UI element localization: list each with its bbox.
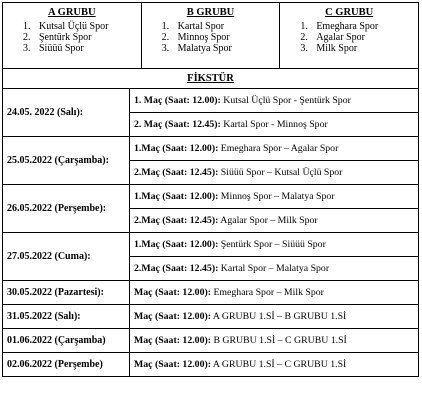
fixture-date: 25.05.2022 (Çarşamba):: [3, 137, 130, 185]
fixture-date: 31.05.2022 (Salı):: [3, 305, 130, 329]
group-team: 2. Minnoş Spor: [161, 32, 230, 43]
group-team: 1. Kartal Spor: [161, 21, 225, 32]
group-team: 1. Kutsal Üçlü Spor: [23, 21, 109, 32]
group-team: 3. Milk Spor: [300, 43, 358, 54]
group-team: 2. Şentürk Spor: [23, 32, 92, 43]
group-team: 1. Emeghara Spor: [300, 21, 379, 32]
groups-table: [2, 2, 419, 69]
document-sheet: [2, 2, 419, 377]
fixture-match: 2.Maç (Saat: 12.45): Kartal Spor – Malatya Spor: [130, 257, 419, 281]
fixture-date: 27.05.2022 (Cuma):: [3, 233, 130, 281]
fixture-match: 2.Maç (Saat: 12.45): Siüüü Spor – Kutsal Üçlü Spor: [130, 161, 419, 185]
group-b-cell: [141, 3, 280, 69]
group-team: 3. Siüüü Spor: [23, 43, 84, 54]
fixture-match: Maç (Saat: 12.00): Emeghara Spor – Milk Spor: [130, 281, 419, 305]
fixture-match: Maç (Saat: 12.00): A GRUBU 1.Sİ – C GRUBU 1.Sİ: [130, 353, 419, 377]
group-title: B GRUBU: [186, 7, 235, 18]
fixture-title: FİKSTÜR: [3, 69, 419, 89]
group-title: C GRUBU: [325, 7, 374, 18]
group-team: 2. Agalar Spor: [300, 32, 365, 43]
fixture-match: 1. Maç (Saat: 12.00): Kutsal Üçlü Spor - Şentürk Spor: [130, 89, 419, 113]
fixture-match: 1.Maç (Saat: 12.00): Şentürk Spor – Siüüü Spor: [130, 233, 419, 257]
fixture-date: 01.06.2022 (Çarşamba): [3, 329, 130, 353]
group-team: 3. Malatya Spor: [161, 43, 232, 54]
fixture-match: 1.Maç (Saat: 12.00): Emeghara Spor – Agalar Spor: [130, 137, 419, 161]
fixture-date: 30.05.2022 (Pazartesi):: [3, 281, 130, 305]
fixture-match: Maç (Saat: 12.00): A GRUBU 1.Sİ – B GRUBU 1.Sİ: [130, 305, 419, 329]
group-c-cell: [280, 3, 419, 69]
fixture-date: 26.05.2022 (Perşembe):: [3, 185, 130, 233]
group-a-cell: [3, 3, 142, 69]
fixture-match: 2.Maç (Saat: 12.45): Agalar Spor – Milk Spor: [130, 209, 419, 233]
fixture-date: 24.05. 2022 (Salı):: [3, 89, 130, 137]
group-title: A GRUBU: [48, 7, 96, 18]
fixture-match: Maç (Saat: 12.00): B GRUBU 1.Sİ – C GRUBU 1.Sİ: [130, 329, 419, 353]
fixture-date: 02.06.2022 (Perşembe): [3, 353, 130, 377]
fixture-table: [2, 68, 419, 377]
fixture-match: 2. Maç (Saat: 12.45): Kartal Spor - Minnoş Spor: [130, 113, 419, 137]
fixture-match: 1.Maç (Saat: 12.00): Minnoş Spor – Malatya Spor: [130, 185, 419, 209]
